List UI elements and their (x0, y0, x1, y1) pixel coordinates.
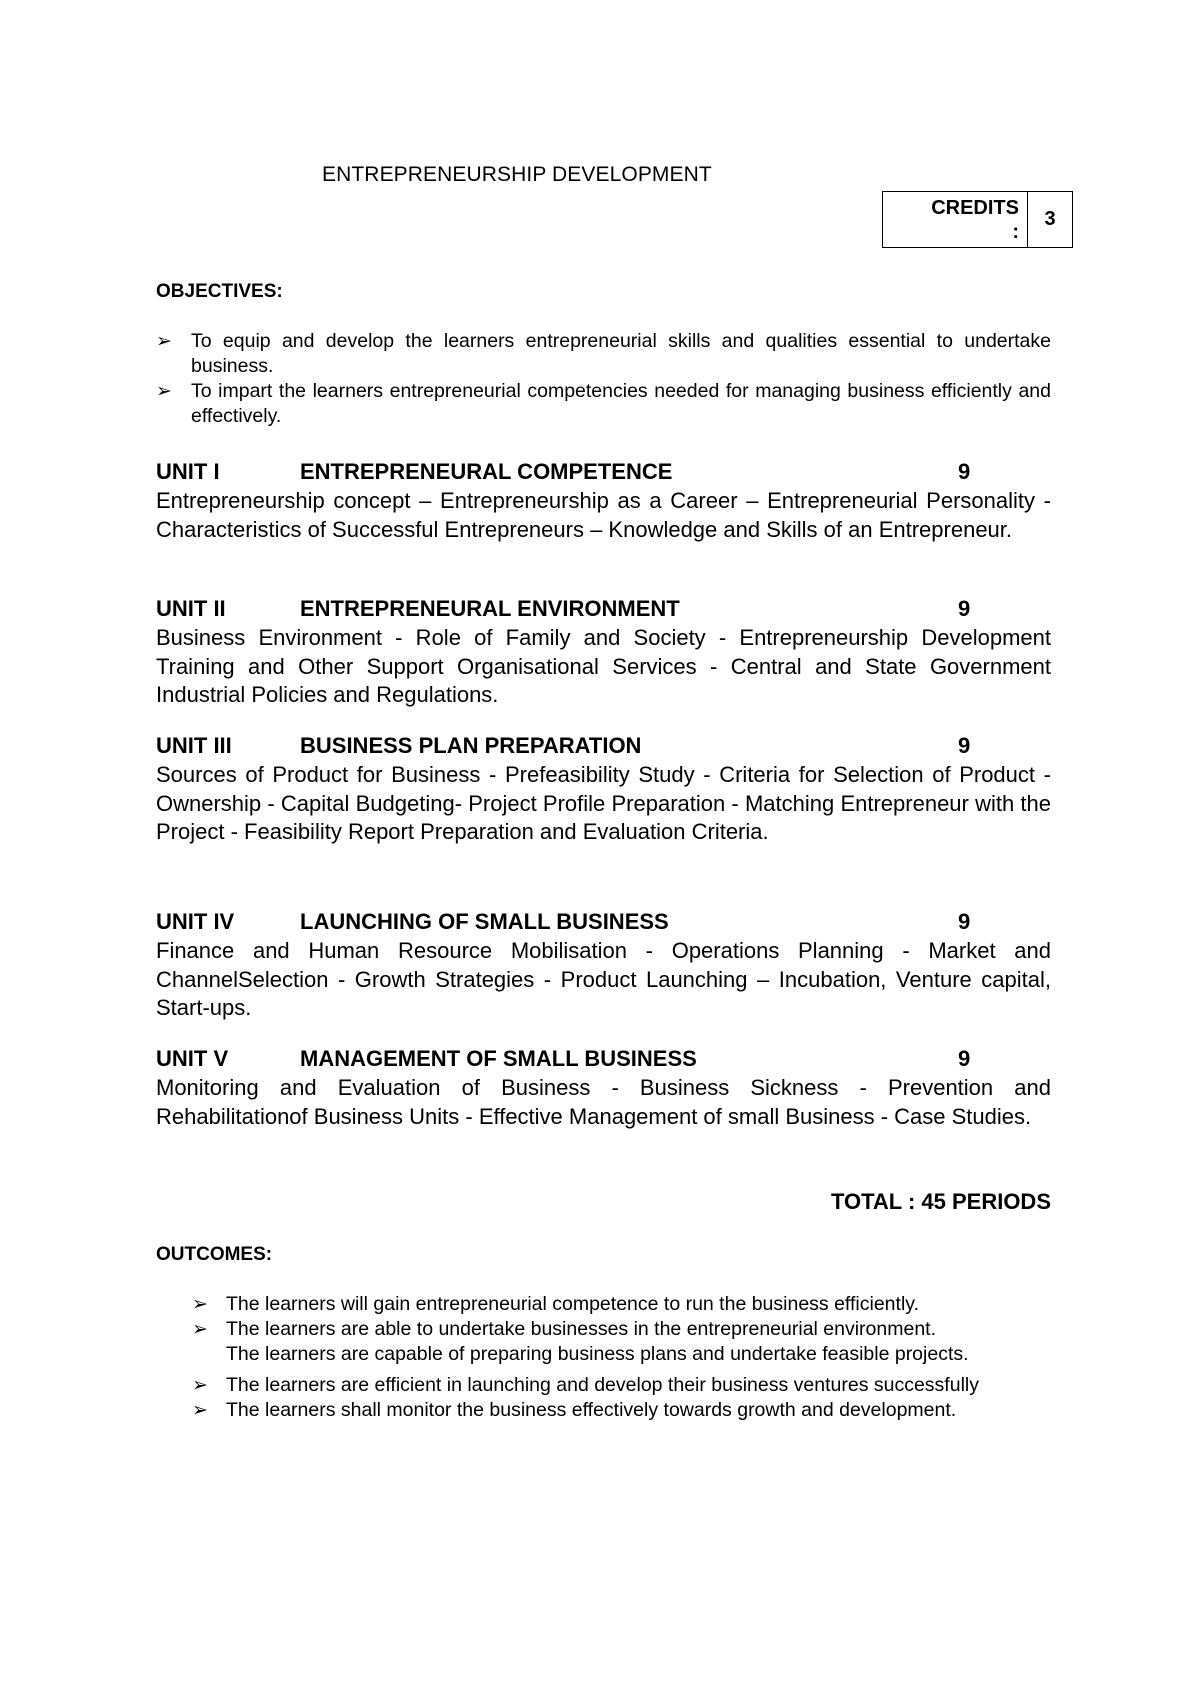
unit-number: UNIT I (156, 459, 220, 484)
unit-body: Sources of Product for Business - Prefeasibility Study - Criteria for Selection of Product - Ownership - Capital Budgeting- Project Profile Preparation - Matching Entrepreneur with the Project - Feasibility Report Preparation and Evaluation Criteria. (156, 762, 1051, 844)
unit-hours: 9 (958, 909, 971, 934)
outcome-text: The learners are capable of preparing business plans and undertake feasible projects. (226, 1343, 969, 1365)
unit-section (156, 459, 1051, 544)
credits-label-line1: CREDITS (931, 196, 1019, 219)
unit-number: UNIT II (156, 596, 226, 621)
unit-section (156, 733, 1051, 847)
unit-title: ENTREPRENEURAL ENVIRONMENT (300, 596, 680, 621)
arrowhead-bullet-icon: ➢ (192, 1319, 208, 1340)
outcome-item (192, 1342, 1052, 1367)
credits-value: 3 (1028, 192, 1073, 248)
unit-number: UNIT IV (156, 909, 235, 934)
unit-header (156, 459, 1051, 487)
unit-number: UNIT V (156, 1046, 229, 1071)
outcomes-heading: OUTCOMES: (156, 1244, 273, 1265)
unit-section (156, 596, 1051, 710)
unit-title: MANAGEMENT OF SMALL BUSINESS (300, 1046, 697, 1071)
page-title: ENTREPRENEURSHIP DEVELOPMENT (322, 163, 712, 186)
unit-body: Monitoring and Evaluation of Business - Business Sickness - Prevention and Rehabilitationof Business Units - Effective Management of small Business - Case Studies. (156, 1075, 1051, 1129)
objective-item (156, 379, 1051, 429)
objectives-heading: OBJECTIVES: (156, 281, 283, 302)
total-periods: TOTAL : 45 PERIODS (830, 1189, 1051, 1214)
outcome-text: The learners shall monitor the business effectively towards growth and development. (226, 1399, 957, 1421)
objective-text: To impart the learners entrepreneurial competencies needed for managing business efficiently and effectively. (191, 380, 1051, 427)
unit-title: ENTREPRENEURAL COMPETENCE (300, 459, 673, 484)
unit-section (156, 909, 1051, 1023)
arrowhead-bullet-icon: ➢ (192, 1400, 208, 1421)
unit-body: Finance and Human Resource Mobilisation - Operations Planning - Market and ChannelSelection - Growth Strategies - Product Launching – Incubation, Venture capital, Start-ups. (156, 938, 1051, 1020)
unit-hours: 9 (958, 1046, 971, 1071)
unit-section (156, 1046, 1051, 1131)
unit-number: UNIT III (156, 733, 232, 758)
unit-body: Entrepreneurship concept – Entrepreneurship as a Career – Entrepreneurial Personality - Characteristics of Successful Entrepreneurs – Knowledge and Skills of an Entrepreneur. (156, 488, 1051, 542)
unit-hours: 9 (958, 459, 971, 484)
outcome-item (192, 1317, 1052, 1342)
outcome-item (192, 1373, 1052, 1398)
unit-hours: 9 (958, 733, 971, 758)
credits-label (883, 192, 1028, 248)
unit-header (156, 733, 1051, 761)
outcome-item (192, 1398, 1052, 1423)
arrowhead-bullet-icon: ➢ (192, 1375, 208, 1396)
outcome-item (192, 1292, 1052, 1317)
unit-header (156, 1046, 1051, 1074)
outcome-text: The learners are able to undertake businesses in the entrepreneurial environment. (226, 1318, 937, 1340)
unit-title: LAUNCHING OF SMALL BUSINESS (300, 909, 669, 934)
outcomes-list (192, 1292, 1052, 1423)
outcome-text: The learners are efficient in launching and develop their business ventures successfully (226, 1374, 979, 1396)
unit-header (156, 596, 1051, 624)
arrowhead-bullet-icon: ➢ (192, 1294, 208, 1315)
outcome-text: The learners will gain entrepreneurial competence to run the business efficiently. (226, 1293, 919, 1315)
unit-title: BUSINESS PLAN PREPARATION (300, 733, 642, 758)
objective-text: To equip and develop the learners entrepreneurial skills and qualities essential to undertake business. (191, 330, 1051, 377)
credits-label-line2: : (1012, 220, 1019, 243)
credits-box (882, 191, 1073, 248)
unit-header (156, 909, 1051, 937)
unit-body: Business Environment - Role of Family and Society - Entrepreneurship Development Training and Other Support Organisational Services - Central and State Government Industrial Policies and Regulations. (156, 625, 1051, 707)
unit-hours: 9 (958, 596, 971, 621)
objectives-list (156, 329, 1051, 429)
objective-item (156, 329, 1051, 379)
arrowhead-bullet-icon: ➢ (156, 331, 172, 352)
arrowhead-bullet-icon: ➢ (156, 381, 172, 402)
